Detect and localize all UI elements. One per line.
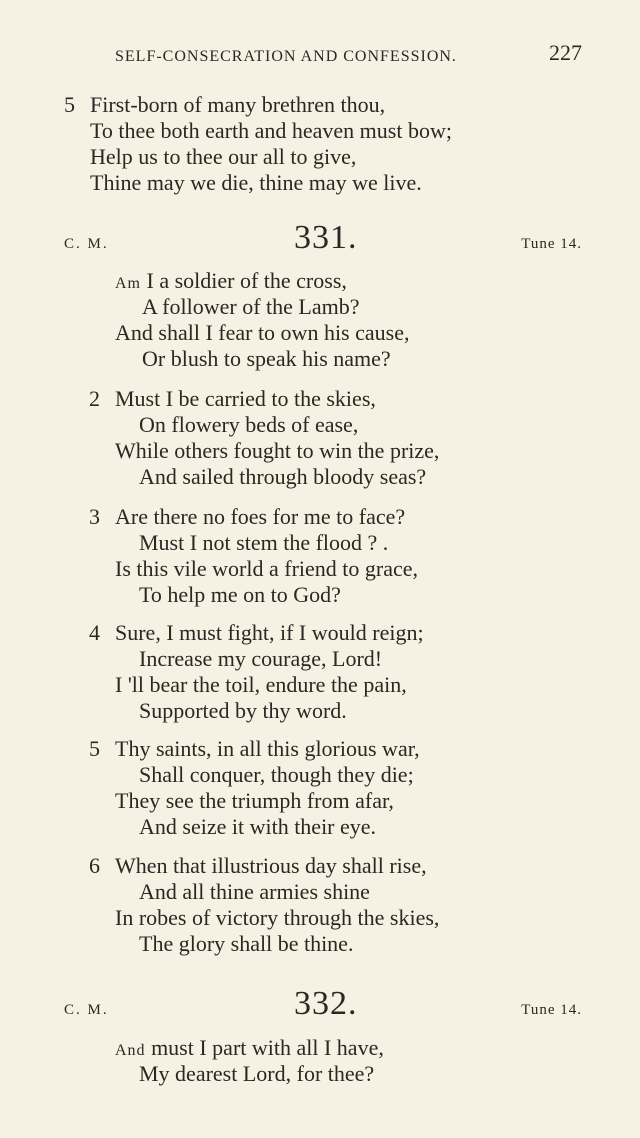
verse-line: And shall I fear to own his cause,	[115, 320, 410, 345]
first-line-rest: must I part with all I have,	[145, 1035, 384, 1060]
verse-line: And sailed through bloody seas?	[139, 464, 427, 489]
verse-line: Thine may we die, thine may we live.	[90, 170, 422, 195]
hymn-number: 331.	[294, 219, 358, 256]
verse-line: Or blush to speak his name?	[142, 346, 391, 371]
page-number: 227	[549, 40, 582, 65]
stanza-number: 5	[89, 736, 100, 761]
verse-line: The glory shall be thine.	[139, 931, 354, 956]
verse-line: And all thine armies shine	[139, 879, 370, 904]
verse-line: I 'll bear the toil, endure the pain,	[115, 672, 407, 697]
stanza-number: 2	[89, 386, 100, 411]
verse-line: Help us to thee our all to give,	[90, 144, 357, 169]
small-caps-opening: Am	[115, 275, 141, 292]
hymn-tune: Tune 14.	[521, 236, 582, 252]
verse-line	[115, 1035, 384, 1061]
verse-line: Sure, I must fight, if I would reign;	[115, 620, 424, 645]
running-title: SELF-CONSECRATION AND CONFESSION.	[115, 48, 457, 65]
verse-line: Is this vile world a friend to grace,	[115, 556, 419, 581]
verse-line: To thee both earth and heaven must bow;	[90, 118, 452, 143]
verse-line: Must I be carried to the skies,	[115, 386, 376, 411]
verse-line: On flowery beds of ease,	[139, 412, 359, 437]
verse-line: They see the triumph from afar,	[115, 788, 394, 813]
verse-line: Are there no foes for me to face?	[115, 504, 406, 529]
continued-verse-number: 5	[64, 92, 75, 117]
verse-line: Increase my courage, Lord!	[139, 646, 383, 671]
stanza-number: 3	[89, 504, 100, 529]
hymn-meter: C. M.	[64, 1002, 109, 1018]
verse-line: To help me on to God?	[139, 582, 341, 607]
verse-line: And seize it with their eye.	[139, 814, 377, 839]
verse-line: Thy saints, in all this glorious war,	[115, 736, 420, 761]
verse-line	[115, 268, 347, 294]
verse-line: A follower of the Lamb?	[142, 294, 360, 319]
verse-line: While others fought to win the prize,	[115, 438, 440, 463]
verse-line: Must I not stem the flood ? .	[139, 530, 389, 555]
verse-line: My dearest Lord, for thee?	[139, 1061, 375, 1086]
verse-line: In robes of victory through the skies,	[115, 905, 440, 930]
hymn-meter: C. M.	[64, 236, 109, 252]
hymn-number: 332.	[294, 985, 358, 1022]
hymn-tune: Tune 14.	[521, 1002, 582, 1018]
first-line-rest: I a soldier of the cross,	[141, 268, 347, 293]
verse-line: When that illustrious day shall rise,	[115, 853, 427, 878]
stanza-number: 6	[89, 853, 100, 878]
small-caps-opening: And	[115, 1042, 146, 1059]
verse-line: Supported by thy word.	[139, 698, 347, 723]
verse-line: Shall conquer, though they die;	[139, 762, 414, 787]
stanza-number: 4	[89, 620, 100, 645]
verse-line: First-born of many brethren thou,	[90, 92, 386, 117]
